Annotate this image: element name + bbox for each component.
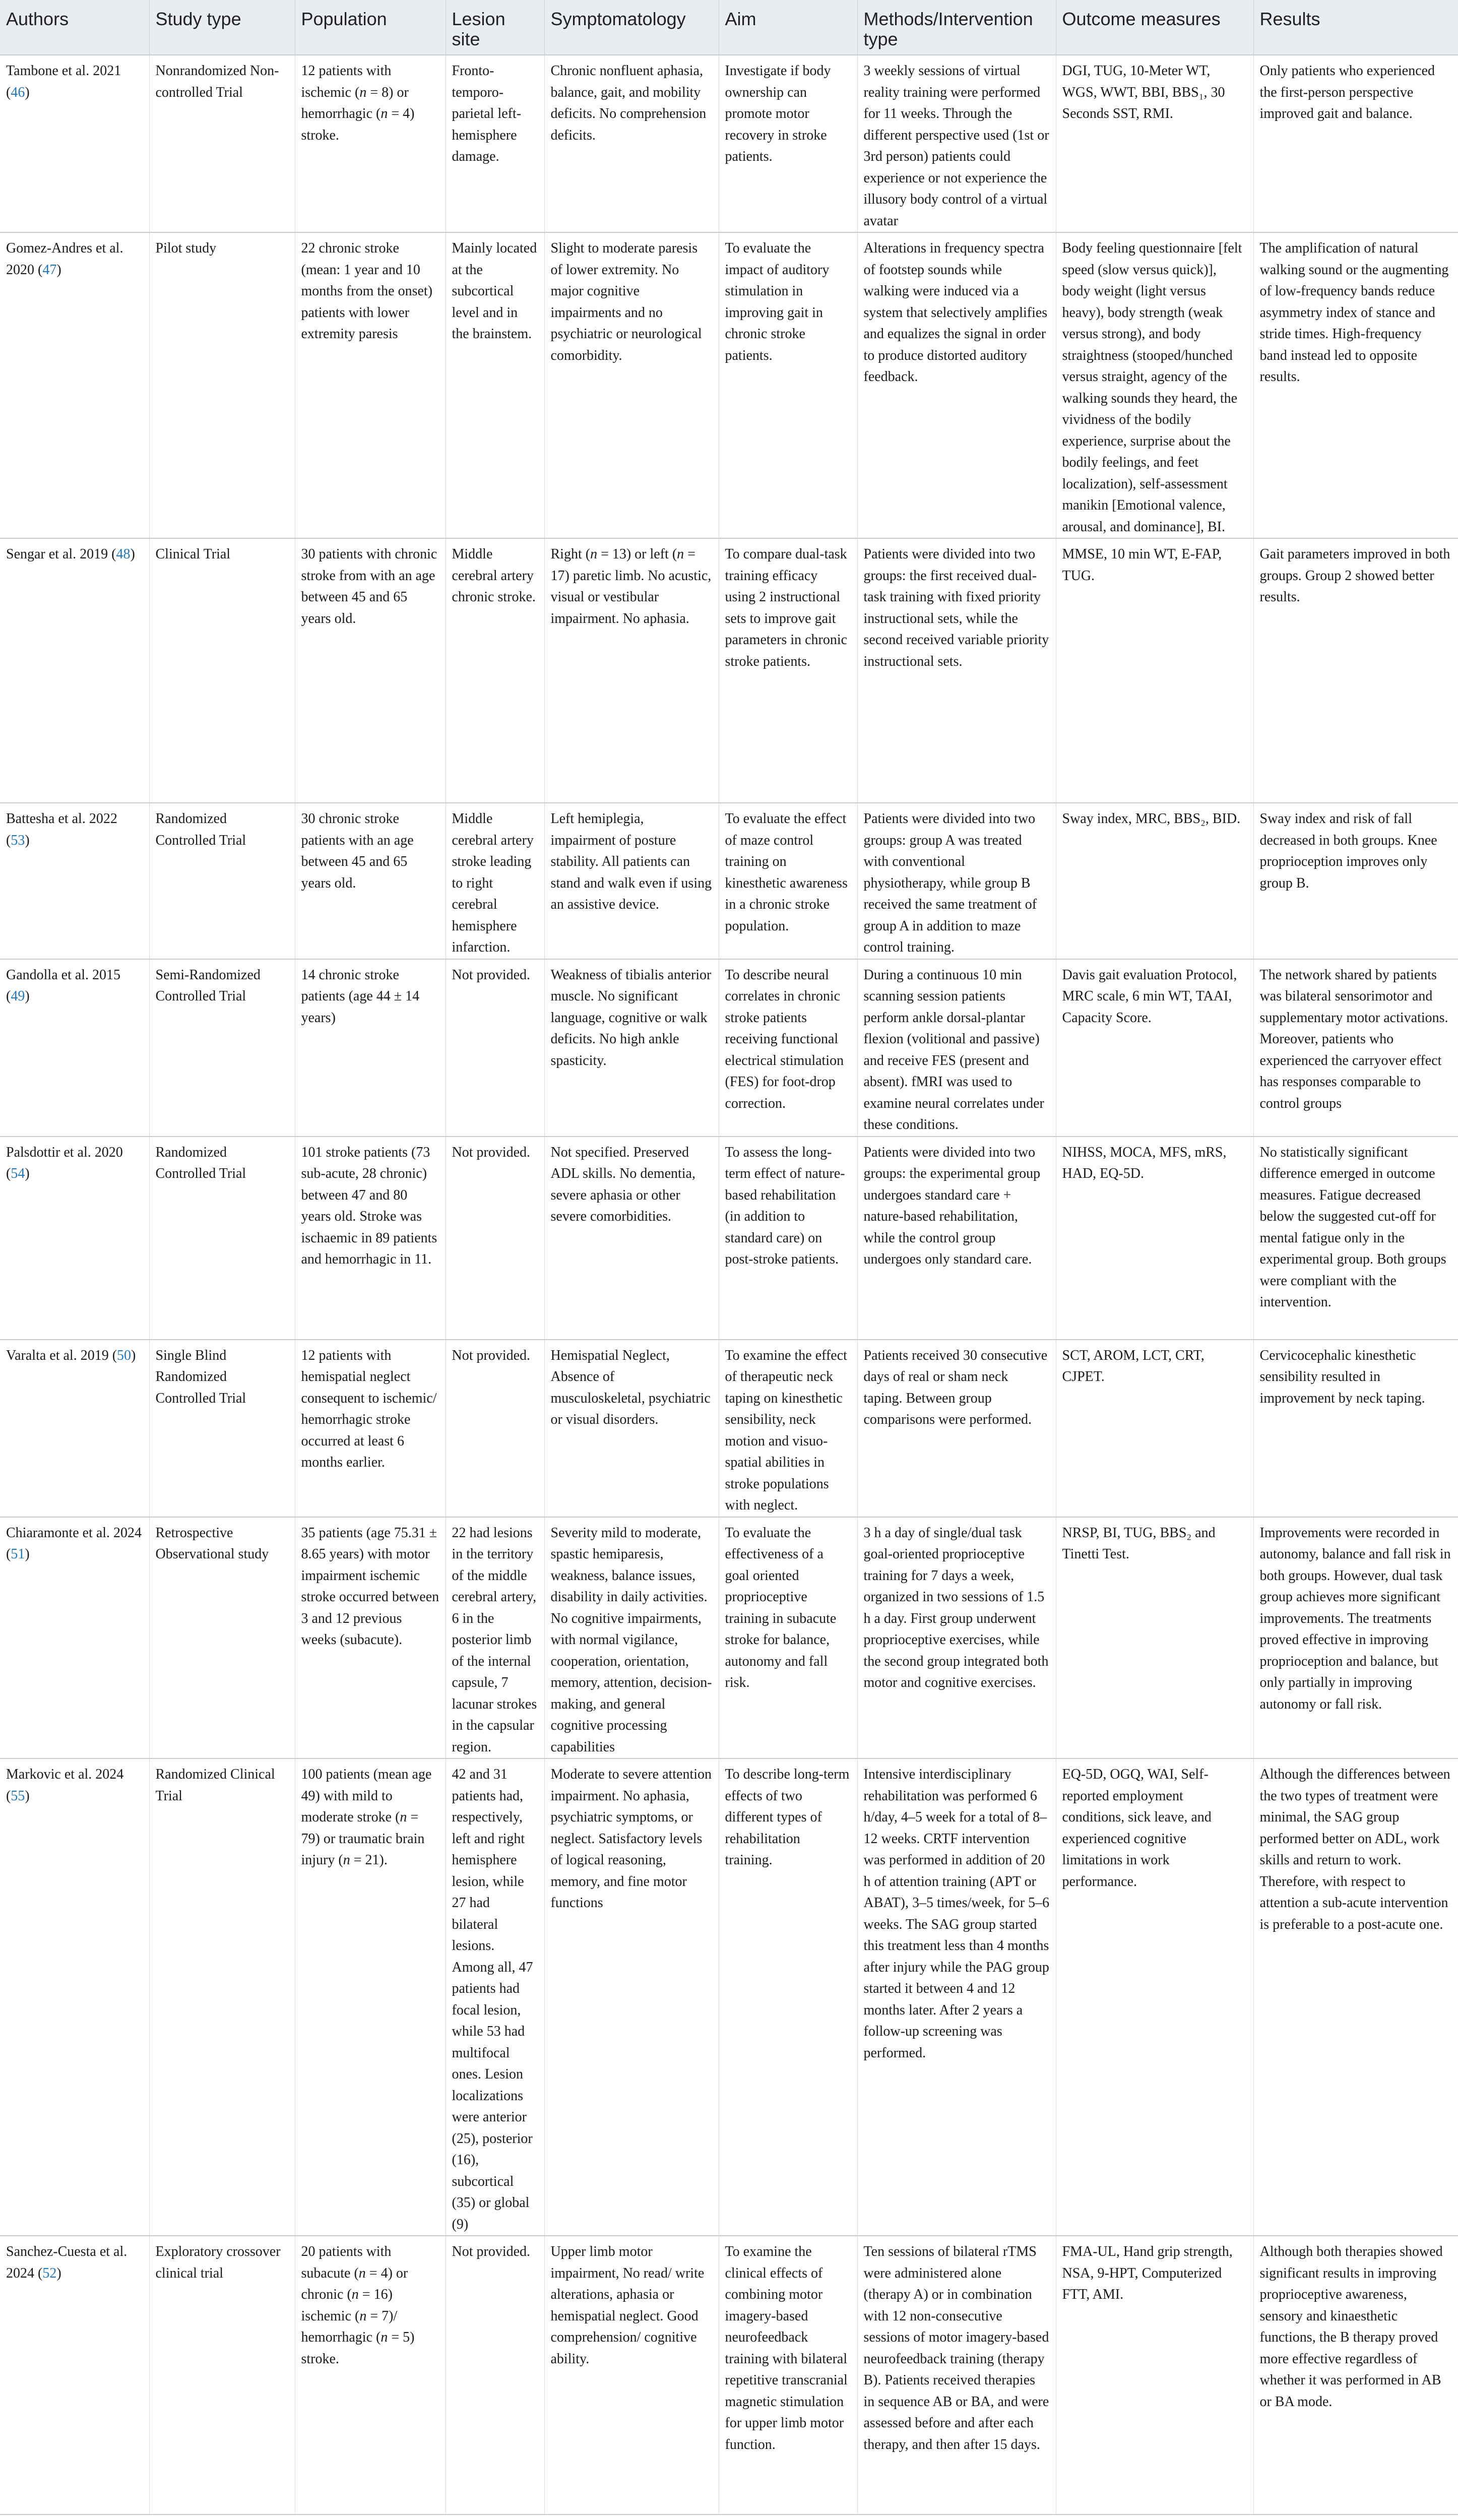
cell-text-part: 14 chronic stroke patients (age 44 ± 14 years) — [301, 967, 420, 1026]
header-population: Population — [295, 0, 446, 55]
author-name: Tambone et al. 2021 — [6, 63, 121, 79]
cell-results: Gait parameters improved in both groups. Group 2 showed better results. — [1253, 538, 1458, 803]
cell-lesion: Middle cerebral artery chronic stroke. — [446, 538, 544, 803]
cell-text-part: n — [381, 106, 388, 121]
cell-methods: 3 h a day of single/dual task goal-oriented proprioceptive training for 7 days a week, organized in two sessions of 1.5 h a day. First group underwent proprioceptive exercises, while the second group integrated both motor and cognitive exercises. — [857, 1517, 1056, 1759]
cell-study-type: Exploratory crossover clinical trial — [149, 2236, 295, 2514]
cell-text-part: n — [359, 2308, 367, 2324]
cell-text-part: = 4) stroke. — [301, 106, 415, 143]
cell-outcomes: Sway index, MRC, BBS₂, BID. — [1056, 803, 1253, 959]
cell-outcomes: SCT, AROM, LCT, CRT, CJPET. — [1056, 1340, 1253, 1517]
cell-study-type: Clinical Trial — [149, 538, 295, 803]
cell-population — [295, 55, 446, 232]
reference-link[interactable]: 55 — [11, 1788, 25, 1804]
cell-aim: To evaluate the impact of auditory stimulation in improving gait in chronic stroke patients. — [719, 232, 857, 538]
reference-link[interactable]: 47 — [42, 262, 57, 278]
cell-lesion: Middle cerebral artery stroke leading to right cerebral hemisphere infarction. — [446, 803, 544, 959]
author-name: Palsdottir et al. 2020 — [6, 1144, 123, 1160]
reference-link[interactable]: 53 — [11, 832, 25, 848]
cell-study-type: Randomized Controlled Trial — [149, 1137, 295, 1340]
cell-methods: Patients were divided into two groups: the experimental group undergoes standard care + nature-based rehabilitation, while the control group undergoes only standard care. — [857, 1137, 1056, 1340]
cell-population — [295, 2236, 446, 2514]
cell-text-part: 30 chronic stroke patients with an age between 45 and 65 years old. — [301, 811, 414, 891]
cell-outcomes: MMSE, 10 min WT, E-FAP, TUG. — [1056, 538, 1253, 803]
cell-text-part: 101 stroke patients (73 sub-acute, 28 chronic) between 47 and 80 years old. Stroke was ischaemic in 89 patients and hemorrhagic in 11. — [301, 1144, 437, 1267]
cell-aim: To compare dual-task training efficacy using 2 instructional sets to improve gait parameters in chronic stroke patients. — [719, 538, 857, 803]
author-name: Chiaramonte et al. 2024 — [6, 1525, 142, 1541]
cell-text-part: = 8) or hemorrhagic ( — [301, 84, 409, 121]
cell-methods: Ten sessions of bilateral rTMS were administered alone (therapy A) or in combination with 12 non-consecutive sessions of motor imagery-based neurofeedback training (therapy B). Patients received therapies in sequence AB or BA, and were assessed before and after each therapy, and then after 15 days. — [857, 2236, 1056, 2514]
cell-population — [295, 538, 446, 803]
cell-lesion: 22 had lesions in the territory of the middle cerebral artery, 6 in the posterior limb of the internal capsule, 7 lacunar strokes in the capsular region. — [446, 1517, 544, 1759]
cell-text-part: = 5) stroke. — [301, 2329, 415, 2367]
cell-population — [295, 1137, 446, 1340]
cell-study-type: Randomized Controlled Trial — [149, 803, 295, 959]
cell-lesion: Not provided. — [446, 959, 544, 1137]
cell-methods: Intensive interdisciplinary rehabilitation was performed 6 h/day, 4–5 week for a total of 8–12 weeks. CRTF intervention was performed in addition of 20 h of attention training (APT or ABAT), 3–5 times/week, for 5–6 weeks. The SAG group started this treatment less than 4 months after injury while the PAG group started it between 4 and 12 months later. After 2 years a follow-up screening was performed. — [857, 1758, 1056, 2236]
cell-text-part: = 7)/ hemorrhagic ( — [301, 2308, 398, 2345]
table-row — [0, 1517, 1458, 1759]
cell-methods: Patients were divided into two groups: the first received dual-task training with fixed priority instructional sets, while the second received variable priority instructional sets. — [857, 538, 1056, 803]
reference-link[interactable]: 52 — [42, 2265, 57, 2281]
cell-outcomes: NRSP, BI, TUG, BBS₂ and Tinetti Test. — [1056, 1517, 1253, 1759]
cell-text-part: = 16) ischemic ( — [301, 2287, 393, 2324]
cell-authors: Gomez-Andres et al. 2020 (47) — [0, 232, 149, 538]
header-authors: Authors — [0, 0, 149, 55]
author-name: Gandolla et al. 2015 — [6, 967, 121, 983]
cell-symptomatology: Slight to moderate paresis of lower extremity. No major cognitive impairments and no psychiatric or neurological comorbidity. — [544, 232, 719, 538]
cell-symptomatology — [544, 538, 719, 803]
table-row — [0, 538, 1458, 803]
cell-aim: Investigate if body ownership can promote motor recovery in stroke patients. — [719, 55, 857, 232]
cell-study-type: Pilot study — [149, 232, 295, 538]
header-outcome-measures: Outcome measures — [1056, 0, 1253, 55]
cell-text-part: 20 patients with subacute ( — [301, 2244, 392, 2281]
cell-text-part: = 4) or chronic ( — [301, 2265, 408, 2302]
cell-text-part: n — [359, 84, 367, 100]
cell-text-part: = 21). — [350, 1852, 388, 1868]
cell-lesion: Fronto-temporo-parietal left-hemisphere damage. — [446, 55, 544, 232]
cell-aim: To describe long-term effects of two different types of rehabilitation training. — [719, 1758, 857, 2236]
cell-population — [295, 1340, 446, 1517]
cell-authors: Tambone et al. 2021 (46) — [0, 55, 149, 232]
table-row — [0, 959, 1458, 1137]
table-row — [0, 1758, 1458, 2236]
cell-symptomatology: Upper limb motor impairment, No read/ write alterations, aphasia or hemispatial neglect. Good comprehension/ cognitive ability. — [544, 2236, 719, 2514]
cell-results: Although the differences between the two types of treatment were minimal, the SAG group performed better on ADL, work skills and return to work. Therefore, with respect to attention a sub-acute intervention is preferable to a post-acute one. — [1253, 1758, 1458, 2236]
cell-authors: Varalta et al. 2019 (50) — [0, 1340, 149, 1517]
cell-authors: Chiaramonte et al. 2024 (51) — [0, 1517, 149, 1759]
cell-aim: To examine the clinical effects of combining motor imagery-based neurofeedback training with bilateral repetitive transcranial magnetic stimulation for upper limb motor function. — [719, 2236, 857, 2514]
cell-study-type: Semi-Randomized Controlled Trial — [149, 959, 295, 1137]
author-name: Markovic et al. 2024 — [6, 1767, 124, 1782]
cell-results: Sway index and risk of fall decreased in both groups. Knee proprioception improves only group B. — [1253, 803, 1458, 959]
author-name: Gomez-Andres et al. 2020 — [6, 240, 123, 278]
cell-symptomatology: Chronic nonfluent aphasia, balance, gait, and mobility deficits. No comprehension deficits. — [544, 55, 719, 232]
cell-methods: Patients were divided into two groups: group A was treated with conventional physiotherapy, while group B received the same treatment of group A in addition to maze control training. — [857, 803, 1056, 959]
header-row — [0, 0, 1458, 55]
cell-lesion: 42 and 31 patients had, respectively, left and right hemisphere lesion, while 27 had bilateral lesions. Among all, 47 patients had focal lesion, while 53 had multifocal ones. Lesion localizations were anterior (25), posterior (16), subcortical (35) or global (9) — [446, 1758, 544, 2236]
cell-study-type: Nonrandomized Non-controlled Trial — [149, 55, 295, 232]
cell-text-part: n — [351, 2287, 359, 2302]
cell-lesion: Not provided. — [446, 2236, 544, 2514]
cell-methods: Patients received 30 consecutive days of real or sham neck taping. Between group comparisons were performed. — [857, 1340, 1056, 1517]
table-row — [0, 2236, 1458, 2514]
cell-aim: To evaluate the effectiveness of a goal oriented proprioceptive training in subacute stroke for balance, autonomy and fall risk. — [719, 1517, 857, 1759]
cell-text-part: 35 patients (age 75.31 ± 8.65 years) with motor impairment ischemic stroke occurred between 3 and 12 previous weeks (subacute). — [301, 1525, 439, 1648]
cell-symptomatology: Severity mild to moderate, spastic hemiparesis, weakness, balance issues, disability in daily activities. No cognitive impairments, with normal vigilance, cooperation, orientation, memory, attention, decision-making, and general cognitive processing capabilities — [544, 1517, 719, 1759]
cell-text-part: n — [358, 2265, 366, 2281]
cell-text-part: 22 chronic stroke (mean: 1 year and 10 months from the onset) patients with lower extremity paresis — [301, 240, 433, 342]
cell-authors: Gandolla et al. 2015 (49) — [0, 959, 149, 1137]
header-symptomatology: Symptomatology — [544, 0, 719, 55]
cell-text-part: n — [343, 1852, 350, 1868]
cell-study-type: Single Blind Randomized Controlled Trial — [149, 1340, 295, 1517]
cell-symptomatology: Hemispatial Neglect, Absence of musculoskeletal, psychiatric or visual disorders. — [544, 1340, 719, 1517]
cell-text-part: 12 patients with hemispatial neglect consequent to ischemic/ hemorrhagic stroke occurred at least 6 months earlier. — [301, 1347, 437, 1470]
cell-outcomes: NIHSS, MOCA, MFS, mRS, HAD, EQ-5D. — [1056, 1137, 1253, 1340]
cell-text-part: Right ( — [550, 546, 591, 562]
reference-link[interactable]: 46 — [11, 84, 25, 100]
author-name: Sengar et al. 2019 — [6, 546, 108, 562]
author-name: Sanchez-Cuesta et al. 2024 — [6, 2244, 128, 2281]
cell-aim: To evaluate the effect of maze control training on kinesthetic awareness in a chronic stroke population. — [719, 803, 857, 959]
cell-outcomes: Davis gait evaluation Protocol, MRC scale, 6 min WT, TAAI, Capacity Score. — [1056, 959, 1253, 1137]
cell-authors: Markovic et al. 2024 (55) — [0, 1758, 149, 2236]
reference-link[interactable]: 51 — [11, 1546, 25, 1562]
cell-outcomes: Body feeling questionnaire [felt speed (slow versus quick)], body weight (light versus heavy), body strength (weak versus strong), and body straightness (stooped/hunched versus straight, agency of the walking sounds they heard, the vividness of the bodily experience, surprise about the bodily feelings, and feet localization), self-assessment manikin [Emotional valence, arousal, and dominance], BI. — [1056, 232, 1253, 538]
cell-authors: Sengar et al. 2019 (48) — [0, 538, 149, 803]
cell-results: The network shared by patients was bilateral sensorimotor and supplementary motor activations. Moreover, patients who experienced the carryover effect has responses comparable to control groups — [1253, 959, 1458, 1137]
cell-results: No statistically significant difference emerged in outcome measures. Fatigue decreased below the suggested cut-off for mental fatigue only in the experimental group. Both groups were compliant with the intervention. — [1253, 1137, 1458, 1340]
cell-outcomes: FMA-UL, Hand grip strength, NSA, 9-HPT, Computerized FTT, AMI. — [1056, 2236, 1253, 2514]
cell-authors: Sanchez-Cuesta et al. 2024 (52) — [0, 2236, 149, 2514]
cell-study-type: Retrospective Observational study — [149, 1517, 295, 1759]
cell-text-part: = 79) or traumatic brain injury ( — [301, 1809, 425, 1868]
cell-aim: To assess the long-term effect of nature-based rehabilitation (in addition to standard care) on post-stroke patients. — [719, 1137, 857, 1340]
cell-methods: During a continuous 10 min scanning session patients perform ankle dorsal-plantar flexion (volitional and passive) and receive FES (present and absent). fMRI was used to examine neural correlates under these conditions. — [857, 959, 1056, 1137]
cell-lesion: Not provided. — [446, 1340, 544, 1517]
cell-text-part: 12 patients with ischemic ( — [301, 63, 392, 100]
cell-population — [295, 1758, 446, 2236]
cell-outcomes: DGI, TUG, 10-Meter WT, WGS, WWT, BBI, BBS₁, 30 Seconds SST, RMI. — [1056, 55, 1253, 232]
cell-authors: Palsdottir et al. 2020 (54) — [0, 1137, 149, 1340]
cell-symptomatology: Not specified. Preserved ADL skills. No dementia, severe aphasia or other severe comorbidities. — [544, 1137, 719, 1340]
cell-authors: Battesha et al. 2022 (53) — [0, 803, 149, 959]
header-aim: Aim — [719, 0, 857, 55]
cell-methods: Alterations in frequency spectra of footstep sounds while walking were induced via a system that selectively amplifies and equalizes the signal in order to produce distorted auditory feedback. — [857, 232, 1056, 538]
cell-lesion: Mainly located at the subcortical level and in the brainstem. — [446, 232, 544, 538]
cell-text-part: n — [677, 546, 684, 562]
cell-methods: 3 weekly sessions of virtual reality training were performed for 11 weeks. Through the different perspective used (1st or 3rd person) patients could experience or not experience the illusory body control of a virtual avatar — [857, 55, 1056, 232]
table-row — [0, 55, 1458, 232]
cell-results: The amplification of natural walking sound or the augmenting of low-frequency bands reduce asymmetry index of stance and stride times. High-frequency band instead led to opposite results. — [1253, 232, 1458, 538]
table-row — [0, 1340, 1458, 1517]
cell-text-part: 100 patients (mean age 49) with mild to moderate stroke ( — [301, 1767, 432, 1825]
reference-link[interactable]: 54 — [11, 1166, 25, 1181]
table-body — [0, 55, 1458, 2514]
cell-symptomatology: Weakness of tibialis anterior muscle. No significant language, cognitive or walk deficits. No high ankle spasticity. — [544, 959, 719, 1137]
cell-text-part: 30 patients with chronic stroke from with an age between 45 and 65 years old. — [301, 546, 437, 626]
header-study-type: Study type — [149, 0, 295, 55]
cell-text-part: n — [590, 546, 598, 562]
cell-text-part: = 17) paretic limb. No acustic, visual or vestibular impairment. No aphasia. — [550, 546, 712, 626]
table-row — [0, 803, 1458, 959]
cell-results: Only patients who experienced the first-person perspective improved gait and balance. — [1253, 55, 1458, 232]
cell-results: Although both therapies showed significant results in improving proprioceptive awareness, sensory and kinaesthetic functions, the B therapy proved more effective regardless of whether it was performed in AB or BA mode. — [1253, 2236, 1458, 2514]
author-name: Battesha et al. 2022 — [6, 811, 117, 827]
cell-population — [295, 959, 446, 1137]
header-lesion-site: Lesion site — [446, 0, 544, 55]
reference-link[interactable]: 49 — [11, 988, 25, 1004]
cell-results: Improvements were recorded in autonomy, balance and fall risk in both groups. However, dual task group achieves more significant improvements. The treatments proved effective in improving proprioception and balance, but only partially in improving autonomy or fall risk. — [1253, 1517, 1458, 1759]
table-row — [0, 232, 1458, 538]
cell-population — [295, 232, 446, 538]
cell-study-type: Randomized Clinical Trial — [149, 1758, 295, 2236]
reference-link[interactable]: 50 — [117, 1347, 132, 1363]
cell-lesion: Not provided. — [446, 1137, 544, 1340]
cell-text-part: n — [400, 1809, 407, 1825]
cell-population — [295, 1517, 446, 1759]
cell-aim: To describe neural correlates in chronic stroke patients receiving functional electrical stimulation (FES) for foot-drop correction. — [719, 959, 857, 1137]
cell-results: Cervicocephalic kinesthetic sensibility resulted in improvement by neck taping. — [1253, 1340, 1458, 1517]
table-row — [0, 1137, 1458, 1340]
cell-aim: To examine the effect of therapeutic neck taping on kinesthetic sensibility, neck motion and visuo-spatial abilities in stroke populations with neglect. — [719, 1340, 857, 1517]
cell-outcomes: EQ-5D, OGQ, WAI, Self-reported employment conditions, sick leave, and experienced cognitive limitations in work performance. — [1056, 1758, 1253, 2236]
cell-population — [295, 803, 446, 959]
cell-symptomatology: Left hemiplegia, impairment of posture stability. All patients can stand and walk even if using an assistive device. — [544, 803, 719, 959]
header-methods: Methods/Intervention type — [857, 0, 1056, 55]
reference-link[interactable]: 48 — [116, 546, 131, 562]
cell-symptomatology: Moderate to severe attention impairment. No aphasia, psychiatric symptoms, or neglect. Satisfactory levels of logical reasoning, memory, and fine motor functions — [544, 1758, 719, 2236]
author-name: Varalta et al. 2019 — [6, 1347, 109, 1363]
cell-text-part: = 13) or left ( — [597, 546, 677, 562]
header-results: Results — [1253, 0, 1458, 55]
cell-text-part: n — [381, 2329, 388, 2345]
